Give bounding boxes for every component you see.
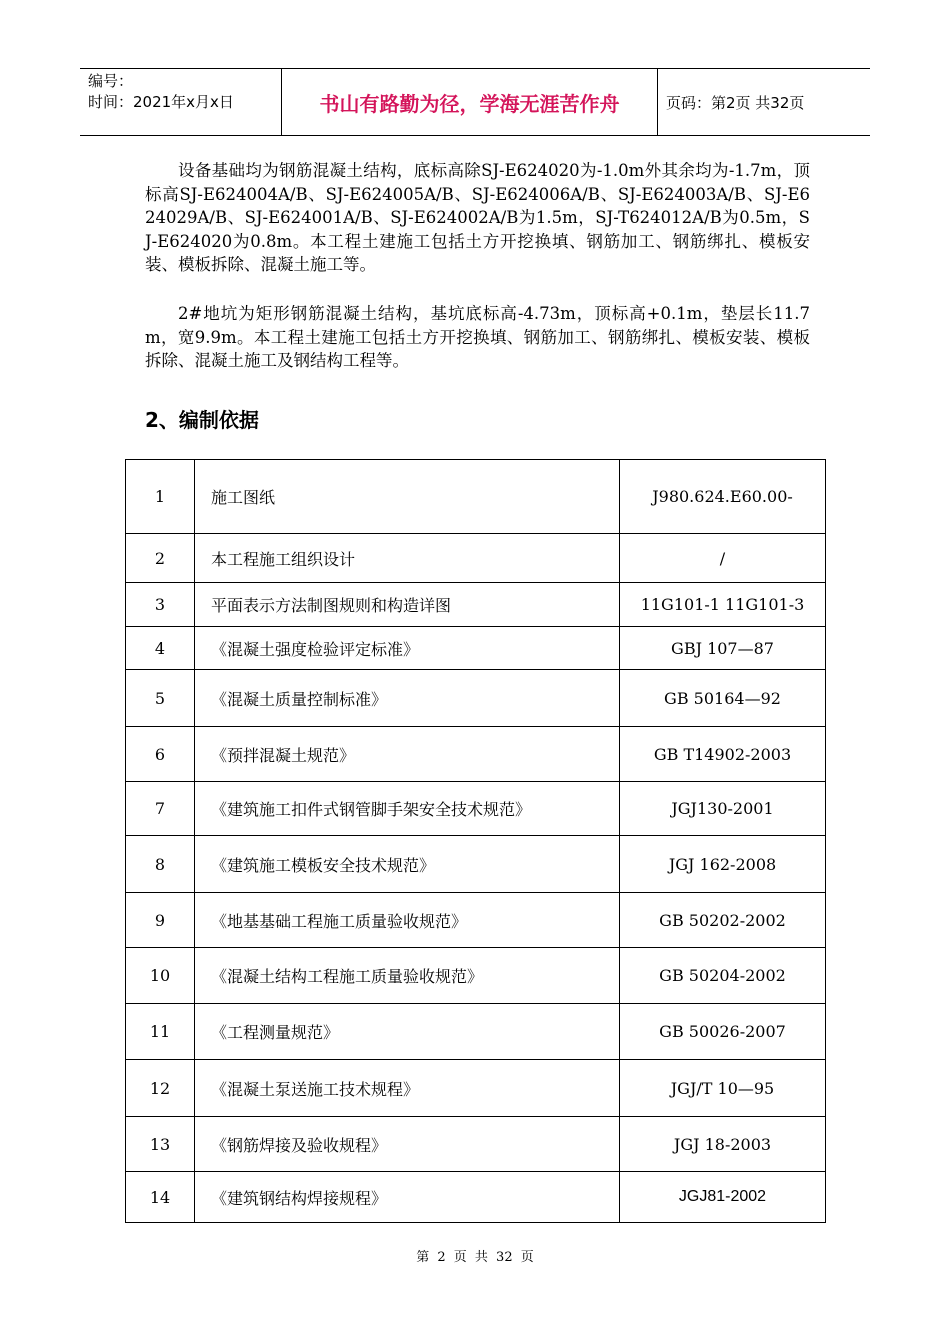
document-time-label: 时间：2021年x月x日 (88, 93, 234, 111)
row-document-name: 《建筑施工模板安全技术规范》 (195, 836, 620, 893)
row-document-code: / (620, 534, 826, 583)
row-document-name: 《混凝土泵送施工技术规程》 (195, 1060, 620, 1117)
row-document-code: GB 50204-2002 (620, 948, 826, 1004)
row-number: 1 (126, 460, 195, 534)
row-document-code: JGJ130-2001 (620, 782, 826, 836)
row-document-name: 《工程测量规范》 (195, 1004, 620, 1060)
row-document-name: 《地基基础工程施工质量验收规范》 (195, 893, 620, 948)
paragraph-pit-structure: 2#地坑为矩形钢筋混凝土结构，基坑底标高-4.73m，顶标高+0.1m，垫层长11.7m，宽9.9m。本工程土建施工包括土方开挖换填、钢筋加工、钢筋绑扎、模板安装、模板拆除、混凝土施工及钢结构工程等。 (145, 304, 810, 370)
table-row (126, 1060, 826, 1117)
row-document-name: 《混凝土结构工程施工质量验收规范》 (195, 948, 620, 1004)
row-number: 13 (126, 1117, 195, 1172)
section-heading-basis: 2、编制依据 (145, 408, 259, 432)
header-page-info: 页码：第2页 共32页 (666, 93, 805, 112)
row-document-name: 施工图纸 (195, 460, 620, 534)
row-document-code: GB 50026-2007 (620, 1004, 826, 1060)
page-footer: 第 2 页 共 32 页 (416, 1250, 534, 1265)
row-number: 8 (126, 836, 195, 893)
header-meta (80, 69, 282, 135)
row-document-name: 《建筑施工扣件式钢管脚手架安全技术规范》 (195, 782, 620, 836)
row-document-code: GB T14902-2003 (620, 727, 826, 782)
row-number: 14 (126, 1172, 195, 1223)
row-document-code: GB 50164—92 (620, 670, 826, 727)
row-document-name: 《建筑钢结构焊接规程》 (195, 1172, 620, 1223)
header-motto: 书山有路勤为径，学海无涯苦作舟 (282, 69, 658, 135)
table-row (126, 1004, 826, 1060)
table-row (126, 893, 826, 948)
basis-table (125, 459, 826, 1223)
row-document-name: 《预拌混凝土规范》 (195, 727, 620, 782)
row-number: 9 (126, 893, 195, 948)
row-document-code: GB 50202-2002 (620, 893, 826, 948)
table-row (126, 534, 826, 583)
row-document-name: 《混凝土强度检验评定标准》 (195, 627, 620, 670)
row-document-name: 《钢筋焊接及验收规程》 (195, 1117, 620, 1172)
row-number: 6 (126, 727, 195, 782)
table-row (126, 670, 826, 727)
row-document-code: JGJ 162-2008 (620, 836, 826, 893)
row-number: 7 (126, 782, 195, 836)
row-document-code: JGJ/T 10—95 (620, 1060, 826, 1117)
row-document-code: J980.624.E60.00- (620, 460, 826, 534)
table-row (126, 1117, 826, 1172)
row-document-name: 本工程施工组织设计 (195, 534, 620, 583)
row-document-code: JGJ 18-2003 (620, 1117, 826, 1172)
row-number: 10 (126, 948, 195, 1004)
table-row (126, 583, 826, 627)
row-number: 12 (126, 1060, 195, 1117)
row-document-name: 平面表示方法制图规则和构造详图 (195, 583, 620, 627)
table-row (126, 1172, 826, 1223)
paragraph-equipment-foundation: 设备基础均为钢筋混凝土结构，底标高除SJ-E624020为-1.0m外其余均为-1.7m，顶标高SJ-E624004A/B、SJ-E624005A/B、SJ-E624006A/B、SJ-E624003A/B、SJ-E624029A/B、SJ-E624001A/B、SJ-E624002A/B为1.5m，SJ-T624012A/B为0.5m，SJ-E624020为0.8m。本工程土建施工包括土方开挖换填、钢筋加工、钢筋绑扎、模板安装、模板拆除、混凝土施工等。 (145, 161, 810, 274)
row-document-name: 《混凝土质量控制标准》 (195, 670, 620, 727)
table-row (126, 627, 826, 670)
row-number: 4 (126, 627, 195, 670)
table-row (126, 948, 826, 1004)
table-row (126, 460, 826, 534)
row-document-code: 11G101-1 11G101-3 (620, 583, 826, 627)
row-document-code: JGJ81-2002 (620, 1172, 826, 1223)
row-number: 11 (126, 1004, 195, 1060)
table-row (126, 727, 826, 782)
document-number-label: 编号： (88, 72, 134, 90)
table-row (126, 836, 826, 893)
row-number: 3 (126, 583, 195, 627)
row-document-code: GBJ 107—87 (620, 627, 826, 670)
page-header (80, 68, 870, 136)
table-row (126, 782, 826, 836)
row-number: 2 (126, 534, 195, 583)
row-number: 5 (126, 670, 195, 727)
